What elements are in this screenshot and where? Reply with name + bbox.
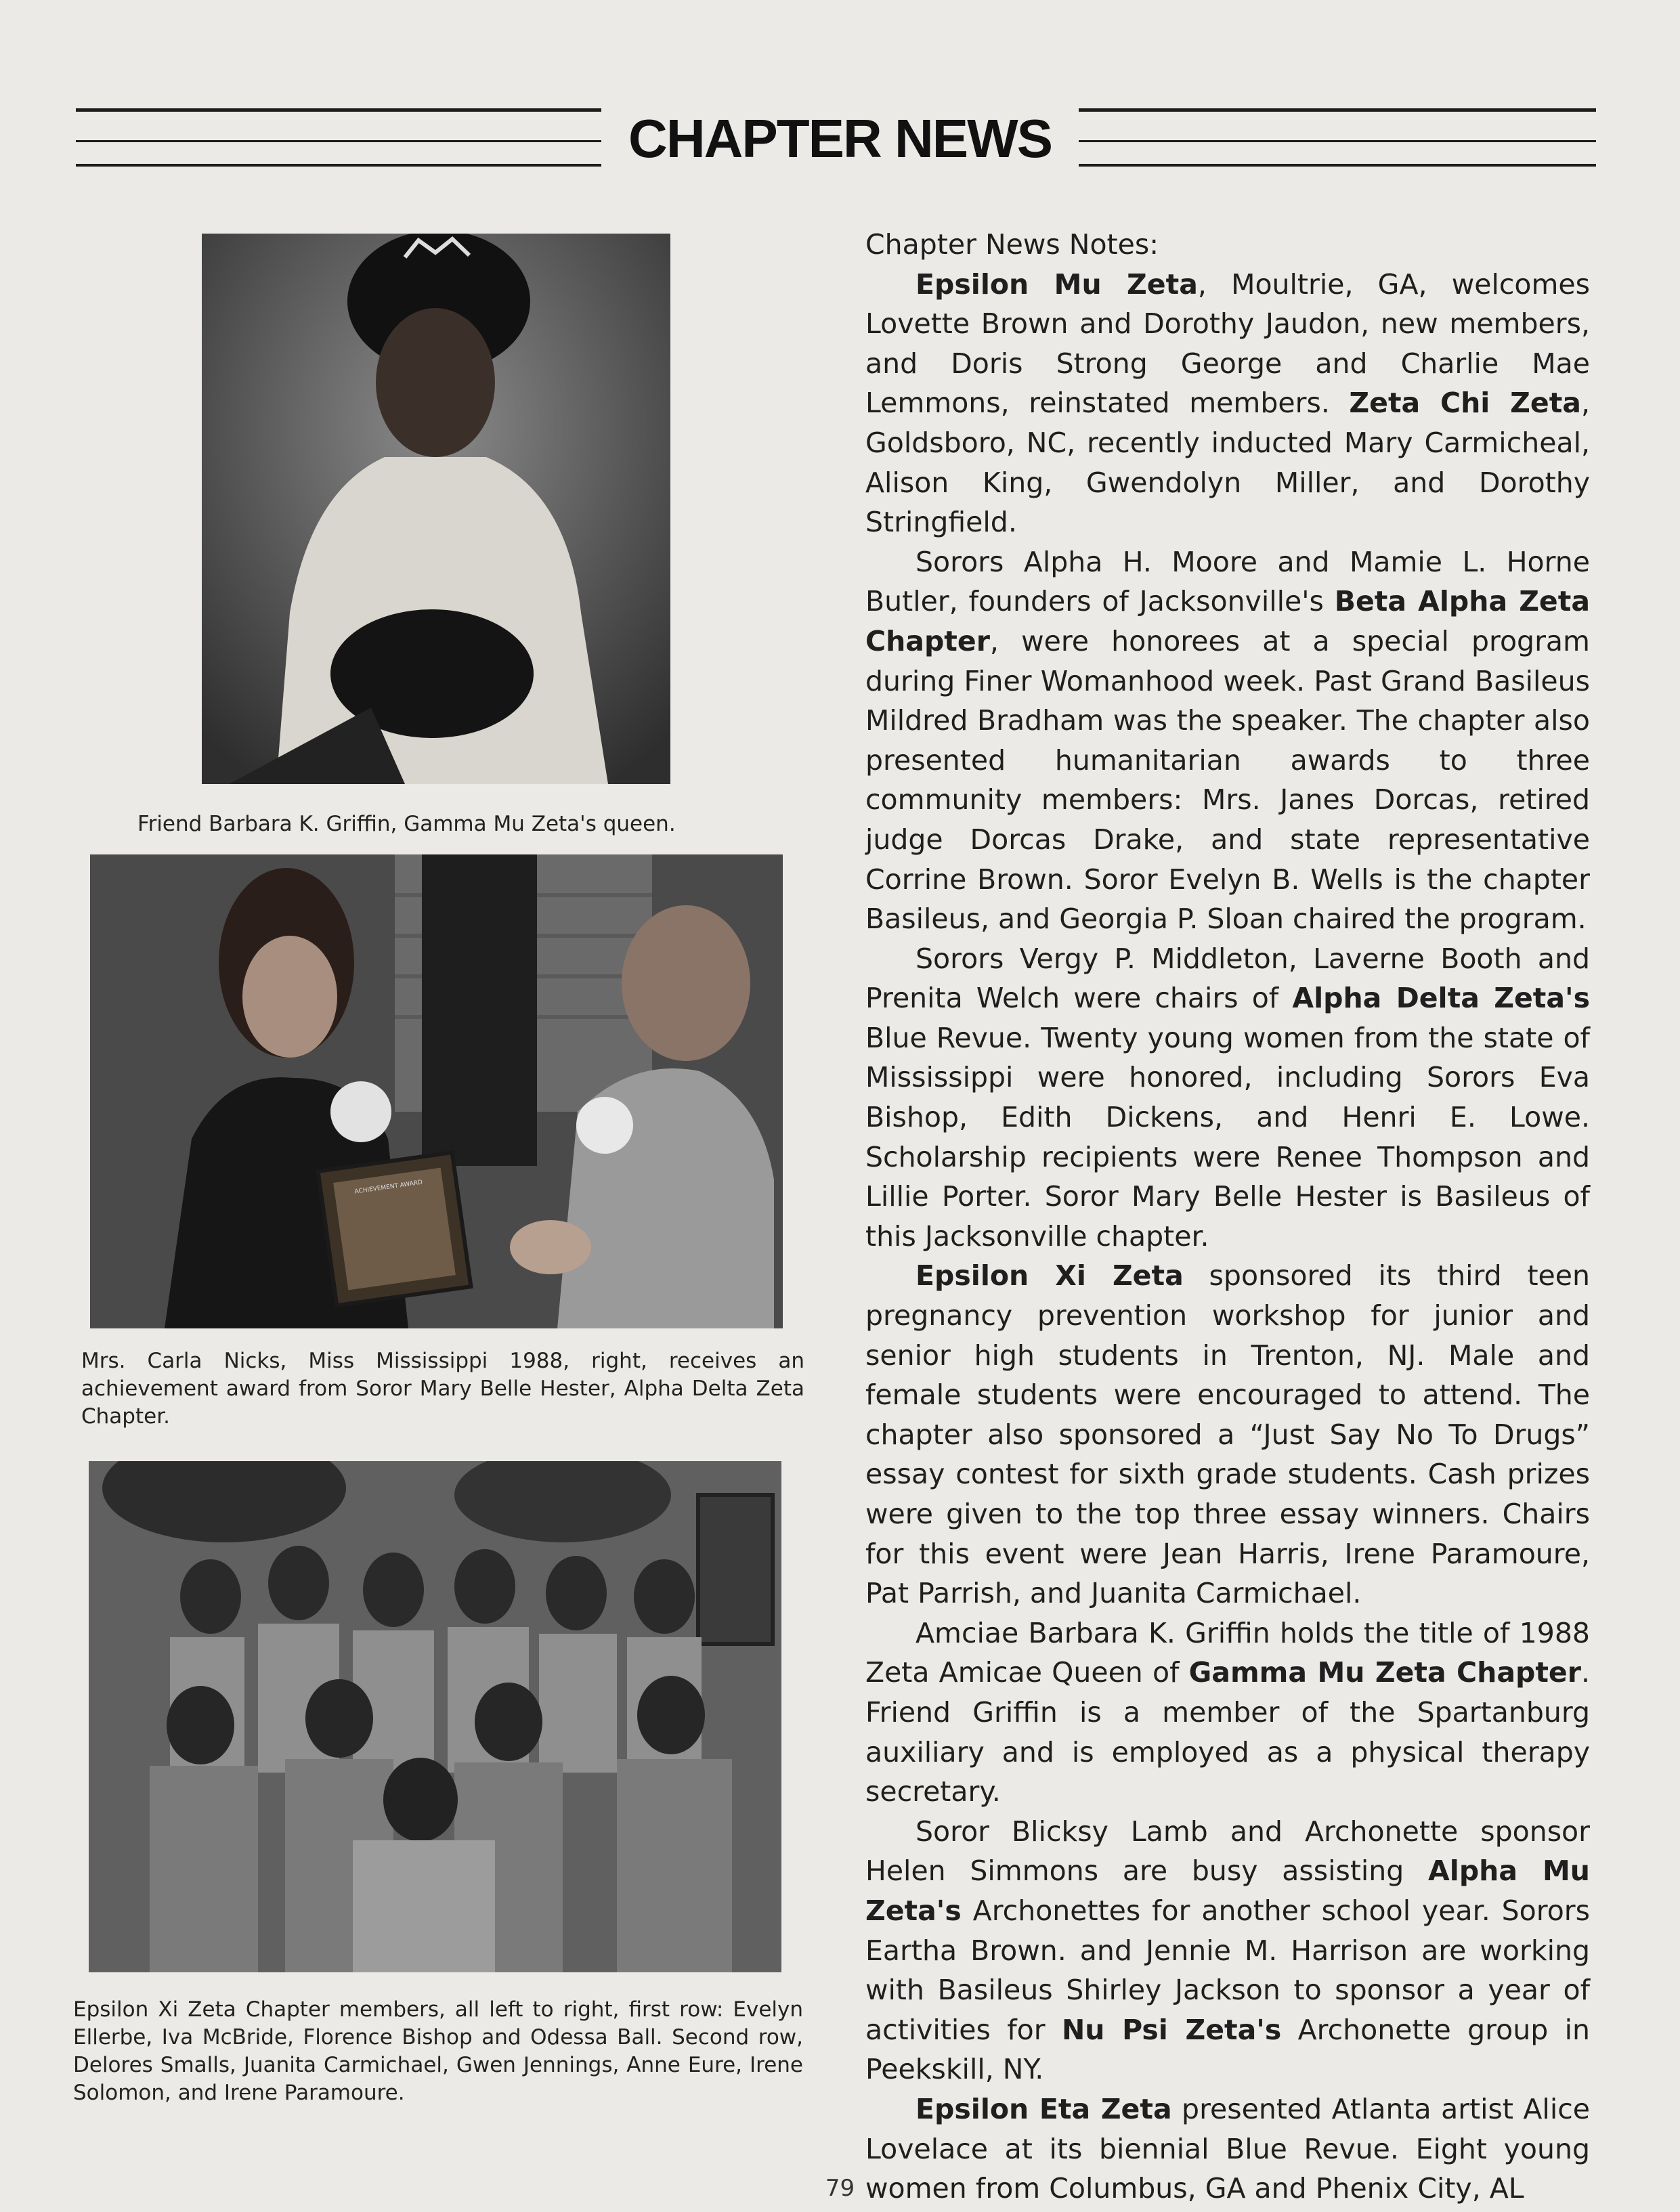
group-photo-caption: Epsilon Xi Zeta Chapter members, all left to right, first row: Evelyn Ellerbe, Iva McBride, Florence Bishop and Odessa Ball. Second row, Delores Smalls, Juanita Carmichael, Gwen Jennings, Anne Eure, Irene Solomon, and Irene Paramoure. — [73, 1997, 803, 2105]
paragraph-epsilon-xi-zeta: Epsilon Xi Zeta sponsored its third teen pregnancy prevention workshop for junior and senior high students in Trenton, NJ. Male and female students were encouraged to attend. The chapter also sponsored a “Just Say No To Drugs” essay contest for sixth grade students. Cash prizes were given to the top three essay winners. Chairs for this event were Jean Harris, Irene Paramoure, Pat Parrish, and Juanita Carmichael. — [865, 1259, 1590, 1610]
paragraph-beta-alpha-zeta: Sorors Alpha H. Moore and Mamie L. Horne Butler, founders of Jacksonville's Beta Alpha Zeta Chapter, were honorees at a special program during Finer Womanhood week. Past Grand Basileus Mildred Bradham was the speaker. The chapter also presented humanitarian awards to three community members: Mrs. Janes Dorcas, retired judge Dorcas Drake, and state representative Corrine Brown. Soror Evelyn B. Wells is the chapter Basileus, and Georgia P. Sloan chaired the program. — [865, 545, 1590, 936]
article-heading: Chapter News Notes: — [865, 228, 1159, 261]
group-photo — [89, 1461, 781, 1972]
paragraph-alpha-delta-zeta: Sorors Vergy P. Middleton, Laverne Booth and Prenita Welch were chairs of Alpha Delta Zeta's Blue Revue. Twenty young women from the state of Mississippi were honored, including Sorors Eva Bishop, Edith Dickens, and Henri E. Lowe. Scholarship recipients were Renee Thompson and Lillie Porter. Soror Mary Belle Hester is Basileus of this Jacksonville chapter. — [865, 942, 1590, 1253]
paragraph-epsilon-eta-zeta: Epsilon Eta Zeta presented Atlanta artist Alice Lovelace at its biennial Blue Revue. Eight young women from Columbus, GA and Phenix City, AL — [865, 2092, 1590, 2205]
queen-photo-caption: Friend Barbara K. Griffin, Gamma Mu Zeta's queen. — [137, 812, 676, 836]
page-number: 79 — [825, 2175, 855, 2202]
award-plaque-text: ACHIEVEMENT AWARD — [354, 1179, 423, 1196]
page-title: CHAPTER NEWS — [601, 108, 1079, 170]
award-photo — [90, 854, 783, 1328]
article-column — [865, 225, 1590, 2209]
page-header — [0, 108, 1680, 169]
paragraph-alpha-mu-zeta: Soror Blicksy Lamb and Archonette sponsor Helen Simmons are busy assisting Alpha Mu Zeta's Archonettes for another school year. Sorors Eartha Brown. and Jennie M. Harrison are working with Basileus Shirley Jackson to sponsor a year of activities for Nu Psi Zeta's Archonette group in Peekskill, NY. — [865, 1815, 1590, 2086]
paragraph-epsilon-mu-zeta: Epsilon Mu Zeta, Moultrie, GA, welcomes Lovette Brown and Dorothy Jaudon, new members, and Doris Strong George and Charlie Mae Lemmons, reinstated members. Zeta Chi Zeta, Goldsboro, NC, recently inducted Mary Carmicheal, Alison King, Gwendolyn Miller, and Dorothy Stringfield. — [865, 267, 1591, 539]
queen-photo — [202, 234, 670, 784]
paragraph-gamma-mu-zeta: Amciae Barbara K. Griffin holds the title of 1988 Zeta Amicae Queen of Gamma Mu Zeta Chapter. Friend Griffin is a member of the Spartanburg auxiliary and is employed as a physical therapy secretary. — [865, 1616, 1591, 1808]
award-photo-caption: Mrs. Carla Nicks, Miss Mississippi 1988, right, receives an achievement award from Soror Mary Belle Hester, Alpha Delta Zeta Chapter. — [81, 1349, 804, 1429]
